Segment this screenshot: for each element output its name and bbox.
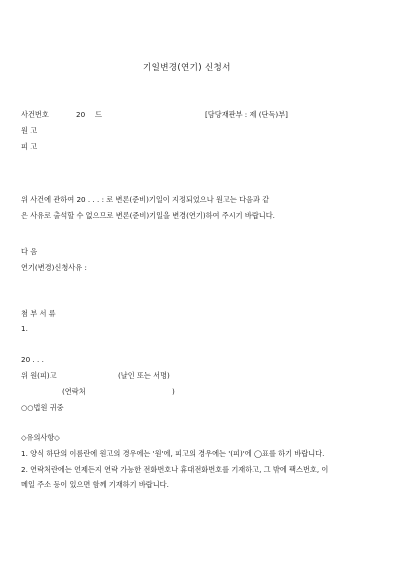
document-title: 기일변경(연기) 신청서 <box>143 63 231 73</box>
notes-heading: ◇유의사항◇ <box>21 433 60 442</box>
division-assignment: [담당재판부 : 제 (단독)부] <box>205 110 288 119</box>
signature-date: 20 . . . <box>21 355 44 364</box>
body-line-2: 은 사유로 출석할 수 없으므로 변론(준비)기일을 변경(연기)하여 주시기 바랍니다. <box>21 211 275 220</box>
plaintiff-label: 원 고 <box>21 126 38 135</box>
body-line-1: 위 사건에 관하여 20 . . . : 로 변론(준비)기일이 지정되었으나 원고는 다음과 같 <box>21 195 270 204</box>
reason-heading: 다 음 <box>21 247 38 256</box>
note-item-1: 1. 양식 하단의 이름란에 원고의 경우에는 '원'에, 피고의 경우에는 '(피)'에 ◯표를 하기 바랍니다. <box>21 449 325 458</box>
defendant-label: 피 고 <box>21 142 38 151</box>
contact-label: (연락처 <box>62 387 86 396</box>
applicant-label: 위 원(피)고 <box>21 371 57 380</box>
note-item-2-line-2: 메일 주소 등이 있으면 함께 기재하기 바랍니다. <box>21 480 169 489</box>
contact-close: ) <box>172 387 175 396</box>
case-number-year: 20 <box>76 110 86 119</box>
note-item-2-line-1: 2. 연락처란에는 언제든지 연락 가능한 전화번호나 휴대전화번호를 기재하고, 그 밖에 팩스번호, 이 <box>21 465 329 474</box>
seal-note: (날인 또는 서명) <box>118 371 170 380</box>
case-number-type: 드 <box>95 110 102 119</box>
attachments-heading: 첨 부 서 류 <box>21 309 56 318</box>
reason-label: 연기(변경)신청사유 : <box>21 263 87 272</box>
attachment-item-1: 1. <box>21 324 28 333</box>
court-addressee: ○○법원 귀중 <box>21 403 64 412</box>
case-number-label: 사건번호 <box>21 110 49 119</box>
